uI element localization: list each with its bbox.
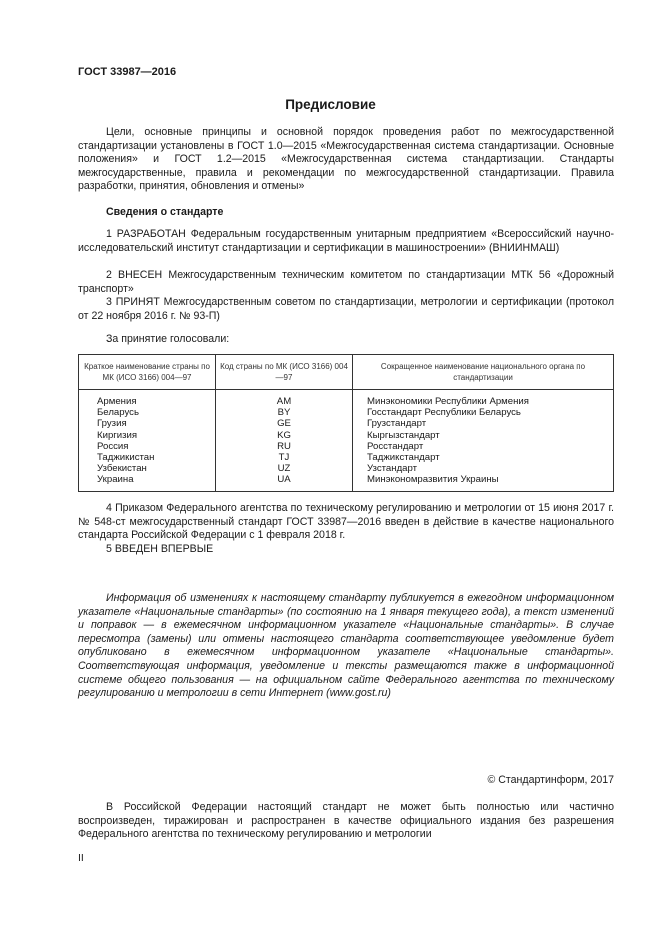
code-cell: RU (216, 441, 353, 452)
item-5: 5 ВВЕДЕН ВПЕРВЫЕ (106, 543, 214, 555)
section-heading: Сведения о стандарте (106, 206, 224, 218)
authority-cell: Госстандарт Республики Беларусь (353, 407, 614, 418)
country-cell: Киргизия (79, 430, 216, 441)
country-cell: Украина (79, 474, 216, 491)
item-2: 2 ВНЕСЕН Межгосударственным техническим комитетом по стандартизации МТК 56 «Дорожный транспорт» (78, 269, 614, 295)
table-row (79, 418, 614, 429)
rights-notice: В Российской Федерации настоящий стандарт не может быть полностью или частично воспроизведен, тиражирован и распространен в качестве официального издания без разрешения Федерального агентства по техническому регулированию и метрологии (78, 801, 614, 841)
page-number: II (78, 852, 84, 864)
code-cell: AM (216, 390, 353, 408)
country-cell: Грузия (79, 418, 216, 429)
authority-cell: Минэкономики Республики Армения (353, 390, 614, 408)
table-row (79, 407, 614, 418)
code-cell: KG (216, 430, 353, 441)
copyright-line: © Стандартинформ, 2017 (487, 774, 614, 786)
code-cell: GE (216, 418, 353, 429)
table-row (79, 463, 614, 474)
item-1: 1 РАЗРАБОТАН Федеральным государственным унитарным предприятием «Всероссийский научно-исследовательский институт стандартизации и сертификации в машиностроении» (ВНИИНМАШ) (78, 228, 614, 254)
authority-cell: Кыргызстандарт (353, 430, 614, 441)
authority-cell: Грузстандарт (353, 418, 614, 429)
document-code: ГОСТ 33987—2016 (78, 66, 177, 78)
item-4: 4 Приказом Федерального агентства по техническому регулированию и метрологии от 15 июня 2017 г. № 548-ст межгосударственный стандарт ГОСТ 33987—2016 введен в действие в качестве национального стандарта Российской Федерации с 1 февраля 2018 г. (78, 502, 614, 542)
intro-paragraph: Цели, основные принципы и основной порядок проведения работ по межгосударственной стандартизации установлены в ГОСТ 1.0—2015 «Межгосударственная система стандартизации. Основные положения» и ГОСТ 1.2—2015 «Межгосударственная система стандартизации. Стандарты межгосударственные, правила и рекомендации по межгосударственной стандартизации. Правила разработки, принятия, обновления и отмены» (78, 126, 614, 193)
code-cell: UZ (216, 463, 353, 474)
code-cell: UA (216, 474, 353, 491)
table-row (79, 441, 614, 452)
item-3: 3 ПРИНЯТ Межгосударственным советом по стандартизации, метрологии и сертификации (протокол от 22 ноября 2016 г. № 93-П) (78, 296, 614, 322)
table-row (79, 452, 614, 463)
code-cell: TJ (216, 452, 353, 463)
voting-table (78, 354, 614, 492)
table-header-authority: Сокращенное наименование национального органа по стандартизации (353, 355, 614, 390)
table-row (79, 390, 614, 408)
page-title: Предисловие (285, 97, 376, 112)
country-cell: Россия (79, 441, 216, 452)
authority-cell: Узстандарт (353, 463, 614, 474)
country-cell: Таджикистан (79, 452, 216, 463)
table-header-country: Краткое наименование страны по МК (ИСО 3166) 004—97 (79, 355, 216, 390)
table-row (79, 474, 614, 491)
voting-label: За принятие голосовали: (106, 333, 230, 345)
authority-cell: Таджикстандарт (353, 452, 614, 463)
info-notice: Информация об изменениях к настоящему стандарту публикуется в ежегодном информационном указателе «Национальные стандарты» (по состоянию на 1 января текущего года), а текст изменений и поправок — в ежемесячном информационном указателе «Национальные стандарты». В случае пересмотра (замены) или отмены настоящего стандарта соответствующее уведомление будет опубликовано в ежемесячном информационном указателе «Национальные стандарты». Соответствующая информация, уведомление и тексты размещаются также в информационной системе общего пользования — на официальном сайте Федерального агентства по техническому регулированию и метрологии в сети Интернет (www.gost.ru) (78, 592, 614, 700)
country-cell: Армения (79, 390, 216, 408)
table-header-code: Код страны по МК (ИСО 3166) 004—97 (216, 355, 353, 390)
code-cell: BY (216, 407, 353, 418)
authority-cell: Минэкономразвития Украины (353, 474, 614, 491)
table-row (79, 430, 614, 441)
authority-cell: Росстандарт (353, 441, 614, 452)
country-cell: Узбекистан (79, 463, 216, 474)
country-cell: Беларусь (79, 407, 216, 418)
